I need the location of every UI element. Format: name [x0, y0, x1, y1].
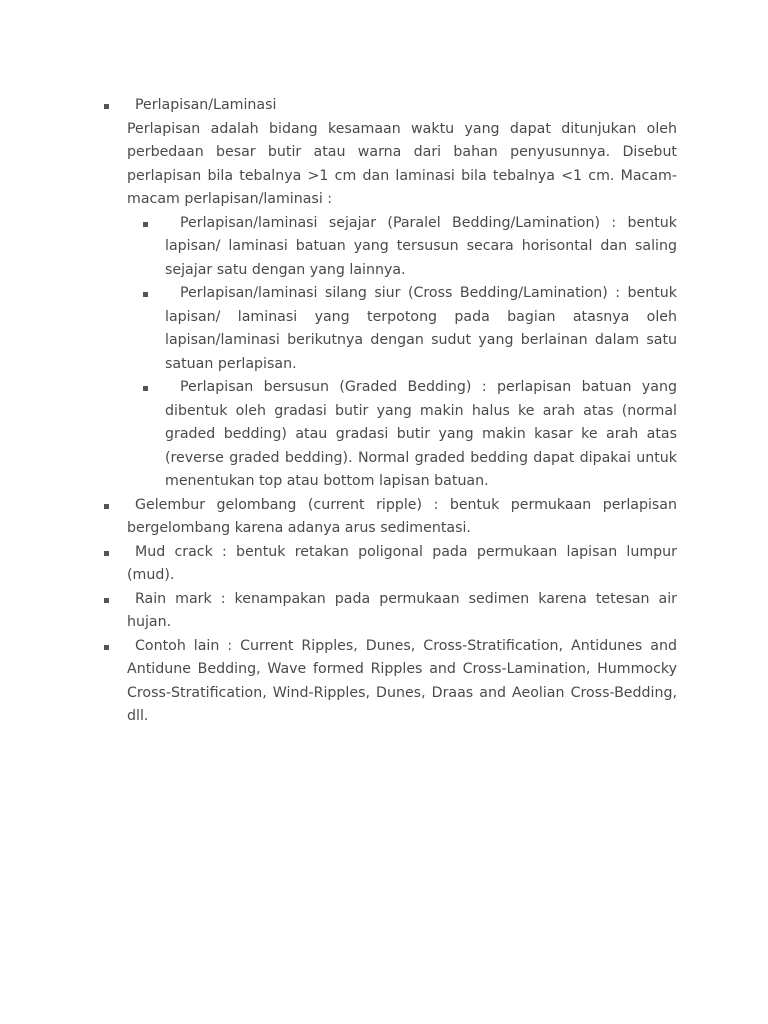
square-bullet-icon: [143, 386, 148, 391]
sub-list-item: [0, 282, 768, 376]
list-item: [0, 494, 768, 541]
list-item: [0, 635, 768, 729]
list-item-text: Gelembur gelombang (current ripple) : bentuk permukaan perlapisan bergelombang karena adanya arus sedimentasi.: [127, 496, 677, 536]
square-bullet-icon: [104, 504, 109, 509]
square-bullet-icon: [104, 645, 109, 650]
sub-list-item-text: Perlapisan/laminasi sejajar (Paralel Bedding/Lamination) : bentuk lapisan/ laminasi batuan yang tersusun secara horisontal dan saling sejajar satu dengan yang lainnya.: [165, 214, 677, 278]
square-bullet-icon: [143, 222, 148, 227]
document-page: [0, 94, 768, 729]
square-bullet-icon: [104, 598, 109, 603]
sub-list-item-text: Perlapisan/laminasi silang siur (Cross Bedding/Lamination) : bentuk lapisan/ laminasi yang terpotong pada bagian atasnya oleh lapisan/laminasi berikutnya dengan sudut yang berlainan dalam satu satuan perlapisan.: [165, 285, 677, 372]
list-item: [0, 588, 768, 635]
sub-list: [0, 212, 768, 494]
section-paragraph: Perlapisan adalah bidang kesamaan waktu yang dapat ditunjukan oleh perbedaan besar butir atau warna dari bahan penyusunnya. Disebut perlapisan bila tebalnya >1 cm dan laminasi bila tebalnya <1 cm. Macam-macam perlapisan/laminasi :: [127, 120, 677, 207]
square-bullet-icon: [143, 292, 148, 297]
list-item-text: Mud crack : bentuk retakan poligonal pada permukaan lapisan lumpur (mud).: [127, 543, 677, 583]
sub-list-item: [0, 212, 768, 283]
sub-list-item-text: Perlapisan bersusun (Graded Bedding) : perlapisan batuan yang dibentuk oleh gradasi butir yang makin halus ke arah atas (normal graded bedding) atau gradasi butir yang makin kasar ke arah atas (reverse graded bedding). Normal graded bedding dapat dipakai untuk menentukan top atau bottom lapisan batuan.: [165, 379, 677, 489]
square-bullet-icon: [104, 104, 109, 109]
list-item-content: [127, 94, 677, 212]
sub-list-item: [0, 376, 768, 494]
list-item-text: Rain mark : kenampakan pada permukaan sedimen karena tetesan air hujan.: [127, 590, 677, 630]
square-bullet-icon: [104, 551, 109, 556]
list-item-text: Contoh lain : Current Ripples, Dunes, Cross-Stratification, Antidunes and Antidune Bedding, Wave formed Ripples and Cross-Lamination, Hummocky Cross-Stratification, Wind-Ripples, Dunes, Draas and Aeolian Cross-Bedding, dll.: [127, 637, 677, 724]
list-item-perlapisan: [0, 94, 768, 494]
section-heading: Perlapisan/Laminasi: [135, 97, 277, 113]
list-item: [0, 541, 768, 588]
